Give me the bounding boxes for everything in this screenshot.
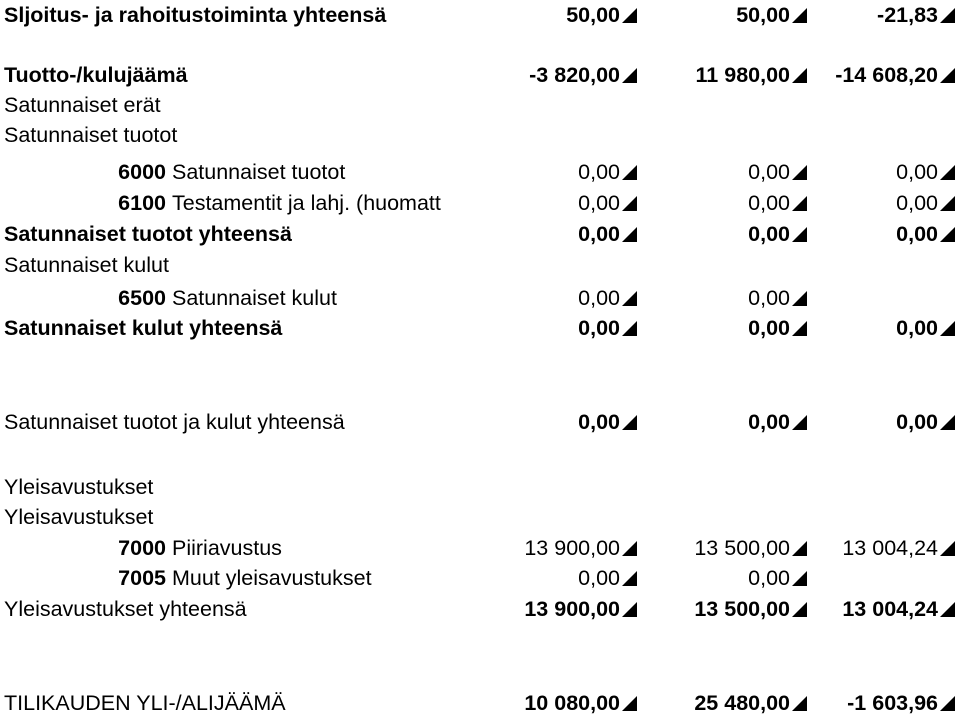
euro-icon xyxy=(621,563,638,593)
row-label: Sljoitus- ja rahoitustoiminta yhteensä xyxy=(4,3,387,27)
euro-icon xyxy=(791,283,808,313)
euro-icon xyxy=(621,533,638,563)
euro-icon xyxy=(939,407,956,437)
amount-cell: 13 004,24 xyxy=(842,536,938,560)
amount-cell: 13 900,00 xyxy=(524,597,620,621)
euro-icon xyxy=(939,188,956,218)
euro-icon xyxy=(791,688,808,718)
account-name: Satunnaiset kulut xyxy=(172,286,337,310)
euro-icon xyxy=(939,594,956,624)
euro-icon xyxy=(621,594,638,624)
euro-icon xyxy=(791,594,808,624)
euro-icon xyxy=(791,60,808,90)
euro-icon xyxy=(939,533,956,563)
account-code: 7000 xyxy=(118,536,166,560)
amount-cell: 0,00 xyxy=(748,286,790,310)
euro-icon xyxy=(939,0,956,30)
statement-row xyxy=(0,188,960,218)
statement-row xyxy=(0,120,960,150)
amount-cell: 0,00 xyxy=(748,316,790,340)
amount-cell: 0,00 xyxy=(578,566,620,590)
account-name: Muut yleisavustukset xyxy=(172,566,372,590)
statement-row xyxy=(0,594,960,624)
account-code: 6500 xyxy=(118,286,166,310)
statement-row xyxy=(0,157,960,187)
amount-cell: -3 820,00 xyxy=(529,63,620,87)
account-code: 7005 xyxy=(118,566,166,590)
euro-icon xyxy=(791,0,808,30)
amount-cell: 10 080,00 xyxy=(524,691,620,715)
amount-cell: 11 980,00 xyxy=(695,63,790,87)
account-code: 6100 xyxy=(118,191,166,215)
amount-cell: 13 500,00 xyxy=(694,597,790,621)
amount-cell: 0,00 xyxy=(748,191,790,215)
euro-icon xyxy=(621,0,638,30)
row-label: Yleisavustukset xyxy=(4,475,154,499)
row-label: Satunnaiset tuotot xyxy=(4,123,178,147)
row-label: Tuotto-/kulujäämä xyxy=(4,63,188,87)
amount-cell: 0,00 xyxy=(896,316,938,340)
euro-icon xyxy=(621,60,638,90)
row-label: Satunnaiset tuotot ja kulut yhteensä xyxy=(4,410,345,434)
statement-row xyxy=(0,563,960,593)
row-label: Yleisavustukset xyxy=(4,505,154,529)
row-label: Satunnaiset kulut yhteensä xyxy=(4,316,283,340)
account-name: Satunnaiset tuotot xyxy=(172,160,346,184)
amount-cell: 0,00 xyxy=(896,410,938,434)
row-label: Satunnaiset erät xyxy=(4,93,161,117)
euro-icon xyxy=(621,688,638,718)
amount-cell: 50,00 xyxy=(736,3,790,27)
euro-icon xyxy=(621,157,638,187)
euro-icon xyxy=(791,157,808,187)
euro-icon xyxy=(939,219,956,249)
amount-cell: -14 608,20 xyxy=(835,63,938,87)
amount-cell: 50,00 xyxy=(566,3,620,27)
amount-cell: 0,00 xyxy=(748,222,790,246)
amount-cell: 13 900,00 xyxy=(524,536,620,560)
euro-icon xyxy=(791,563,808,593)
amount-cell: 13 004,24 xyxy=(842,597,938,621)
euro-icon xyxy=(621,283,638,313)
statement-row xyxy=(0,313,960,343)
amount-cell: 0,00 xyxy=(578,286,620,310)
amount-cell: 0,00 xyxy=(578,160,620,184)
euro-icon xyxy=(791,313,808,343)
amount-cell: 0,00 xyxy=(578,410,620,434)
statement-row xyxy=(0,502,960,532)
amount-cell: 0,00 xyxy=(578,316,620,340)
statement-row xyxy=(0,472,960,502)
amount-cell: 0,00 xyxy=(748,160,790,184)
row-label: Yleisavustukset yhteensä xyxy=(4,597,247,621)
euro-icon xyxy=(621,313,638,343)
amount-cell: 0,00 xyxy=(578,191,620,215)
amount-cell: 0,00 xyxy=(896,222,938,246)
statement-row xyxy=(0,219,960,249)
amount-cell: 0,00 xyxy=(896,160,938,184)
euro-icon xyxy=(791,533,808,563)
euro-icon xyxy=(939,157,956,187)
amount-cell: 0,00 xyxy=(896,191,938,215)
amount-cell: -1 603,96 xyxy=(847,691,938,715)
row-label: Satunnaiset tuotot yhteensä xyxy=(4,222,292,246)
euro-icon xyxy=(791,188,808,218)
statement-row xyxy=(0,407,960,437)
euro-icon xyxy=(791,407,808,437)
account-code: 6000 xyxy=(118,160,166,184)
statement-row xyxy=(0,60,960,90)
account-name: Piiriavustus xyxy=(172,536,282,560)
row-label: Satunnaiset kulut xyxy=(4,253,169,277)
euro-icon xyxy=(621,188,638,218)
euro-icon xyxy=(939,60,956,90)
amount-cell: 0,00 xyxy=(578,222,620,246)
amount-cell: 13 500,00 xyxy=(694,536,790,560)
statement-row xyxy=(0,688,960,718)
euro-icon xyxy=(621,219,638,249)
statement-row xyxy=(0,533,960,563)
amount-cell: 25 480,00 xyxy=(694,691,790,715)
statement-row xyxy=(0,283,960,313)
statement-row xyxy=(0,0,960,30)
amount-cell: 0,00 xyxy=(748,410,790,434)
euro-icon xyxy=(939,688,956,718)
amount-cell: -21,83 xyxy=(877,3,938,27)
row-label: TILIKAUDEN YLI-/ALIJÄÄMÄ xyxy=(4,691,286,715)
statement-row xyxy=(0,90,960,120)
account-name: Testamentit ja lahj. (huomatt xyxy=(172,191,441,215)
euro-icon xyxy=(939,313,956,343)
euro-icon xyxy=(791,219,808,249)
euro-icon xyxy=(621,407,638,437)
statement-row xyxy=(0,250,960,280)
amount-cell: 0,00 xyxy=(748,566,790,590)
